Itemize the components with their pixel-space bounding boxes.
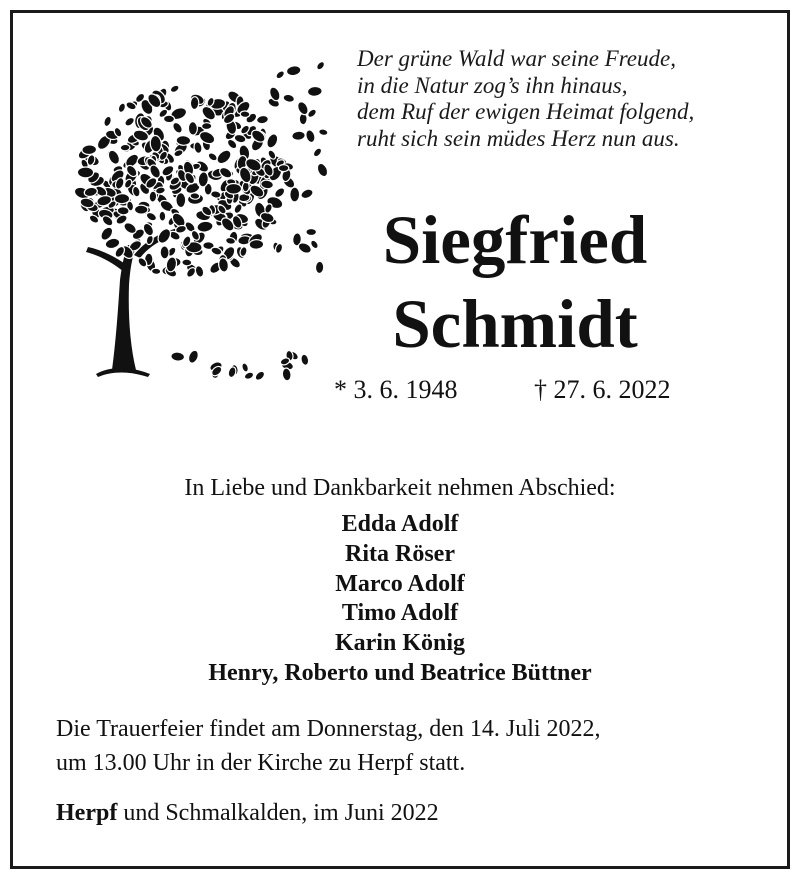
mourners-list (0, 510, 800, 689)
death-date: † 27. 6. 2022 (534, 375, 671, 404)
last-name: Schmidt (392, 286, 638, 362)
farewell-intro: In Liebe und Dankbarkeit nehmen Abschied: (184, 475, 616, 501)
birth-date: * 3. 6. 1948 (334, 375, 458, 404)
poem-line: dem Ruf der ewigen Heimat folgend, (357, 99, 695, 124)
place-date-rest: und Schmalkalden, im Juni 2022 (117, 800, 439, 826)
first-name: Siegfried (382, 202, 648, 278)
poem-line: Der grüne Wald war seine Freude, (357, 46, 676, 71)
ceremony-info (56, 712, 756, 780)
mourner-name: Karin König (334, 630, 466, 657)
ceremony-line: um 13.00 Uhr in der Kirche zu Herpf statt. (56, 750, 466, 776)
ceremony-line: Die Trauerfeier findet am Donnerstag, den 14. Juli 2022, (56, 716, 601, 742)
poem (357, 46, 767, 152)
place-date-line (56, 796, 439, 830)
mourner-name: Timo Adolf (341, 600, 459, 627)
windblown-tree-icon (50, 40, 340, 385)
mourner-name: Henry, Roberto und Beatrice Büttner (208, 659, 592, 686)
poem-line: in die Natur zog’s ihn hinaus, (357, 72, 628, 98)
mourner-name: Rita Röser (345, 540, 455, 567)
poem-line: ruht sich sein müdes Herz nun aus. (357, 125, 680, 151)
mourner-name: Marco Adolf (335, 570, 465, 597)
mourner-name: Edda Adolf (341, 511, 459, 537)
place-bold: Herpf (56, 800, 118, 826)
